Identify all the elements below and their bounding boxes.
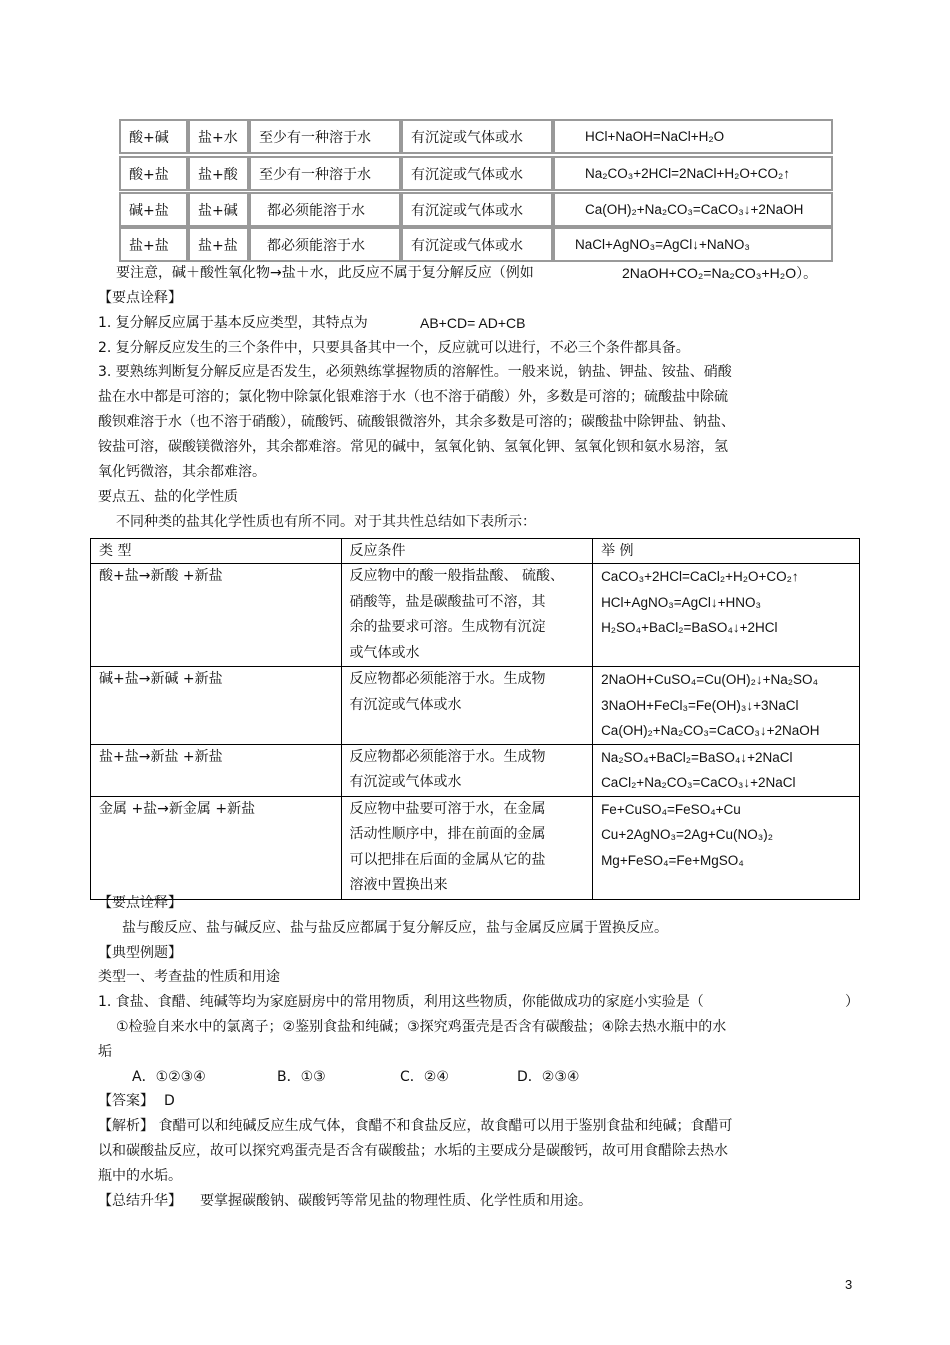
cell-example: Na₂CO₃+2HCl=2NaCl+H₂O+CO₂↑: [553, 156, 833, 191]
key-point-2: 2. 复分解反应发生的三个条件中，只要具备其中一个，反应就可以进行，不必三个条件都具备。: [98, 340, 690, 356]
example-equation: CaCO₃+2HCl=CaCl₂+H₂O+CO₂↑: [601, 569, 799, 584]
row-examples: [593, 564, 860, 667]
key-points-heading: 【要点诠释】: [98, 290, 182, 306]
analysis-line: 【解析】 食醋可以和纯碱反应生成气体，食醋不和食盐反应，故食醋可以用于鉴别食盐和纯碱；食醋可: [98, 1118, 733, 1134]
typical-examples-heading: 【典型例题】: [98, 945, 182, 961]
key-point-3-line: 盐在水中都是可溶的；氯化物中除氯化银难溶于水（也不溶于硝酸）外，多数是可溶的；硫酸盐中除硫: [98, 389, 728, 405]
row-type: 盐+盐→新盐 +新盐: [91, 744, 342, 796]
cell-product: 盐+水: [188, 119, 249, 154]
cell-product-cond: 有沉淀或气体或水: [401, 156, 553, 191]
row-conditions: [341, 744, 593, 796]
cell-product-cond: 有沉淀或气体或水: [401, 119, 553, 154]
row-examples: [593, 744, 860, 796]
cell-type: 酸+碱: [119, 119, 188, 154]
cell-type: 盐+盐: [119, 227, 188, 262]
row-conditions: [341, 564, 593, 667]
cell-product-cond: 有沉淀或气体或水: [401, 192, 553, 227]
table-row: [91, 744, 860, 796]
summary-text: 要掌握碳酸钠、碳酸钙等常见盐的物理性质、化学性质和用途。: [200, 1193, 592, 1209]
type-title: 类型一、考查盐的性质和用途: [98, 969, 280, 985]
analysis-line: 以和碳酸盐反应，故可以探究鸡蛋壳是否含有碳酸盐；水垢的主要成分是碳酸钙，故可用食醋除去热水: [98, 1143, 728, 1159]
question-line: 垢: [98, 1044, 112, 1060]
option-d: D．②③④: [517, 1069, 580, 1085]
key-point-3-line: 氧化钙微溶，其余都难溶。: [98, 464, 266, 480]
example-equation: 2NaOH+CuSO₄=Cu(OH)₂↓+Na₂SO₄: [601, 672, 819, 687]
header-type: 类 型: [91, 539, 342, 564]
cell-reactant-cond: 都必须能溶于水: [249, 192, 401, 227]
condition-line: 反应物都必须能溶于水。生成物: [349, 671, 546, 687]
row-type: 碱+盐→新碱 +新盐: [91, 667, 342, 745]
condition-line: 反应物都必须能溶于水。生成物: [349, 748, 546, 765]
table-row: [91, 564, 860, 667]
option-c: C．②④: [400, 1069, 449, 1085]
cell-example: HCl+NaOH=NaCl+H₂O: [553, 119, 833, 154]
example-equation: HCl+AgNO₃=AgCl↓+HNO₃: [601, 594, 761, 610]
section-title: 要点五、盐的化学性质: [98, 489, 238, 505]
header-examples: 举 例: [593, 539, 860, 564]
section-intro: 不同种类的盐其化学性质也有所不同。对于其共性总结如下表所示：: [116, 514, 536, 530]
example-equation: 3NaOH+FeCl₃=Fe(OH)₃↓+3NaCl: [601, 697, 799, 713]
question-paren: ）: [845, 994, 859, 1010]
cell-product-cond: 有沉淀或气体或水: [401, 227, 553, 262]
cell-type: 酸+盐: [119, 156, 188, 191]
cell-reactant-cond: 都必须能溶于水: [249, 227, 401, 262]
condition-line: 活动性顺序中，排在前面的金属: [349, 826, 546, 842]
condition-line: 反应物中盐要可溶于水，在金属: [349, 800, 546, 817]
summary-label: 【总结升华】: [98, 1193, 182, 1209]
cell-type: 碱+盐: [119, 192, 188, 227]
example-equation: Na₂SO₄+BaCl₂=BaSO₄↓+2NaCl: [601, 749, 793, 765]
salt-properties-table: [90, 538, 860, 900]
row-examples: [593, 667, 860, 745]
cell-reactant-cond: 至少有一种溶于水: [249, 119, 401, 154]
table-row: [91, 796, 860, 899]
key-point-1: 1. 复分解反应属于基本反应类型，其特点为: [98, 315, 368, 331]
key-points-text: 盐与酸反应、盐与碱反应、盐与盐反应都属于复分解反应，盐与金属反应属于置换反应。: [122, 920, 668, 936]
cell-example: Ca(OH)₂+Na₂CO₃=CaCO₃↓+2NaOH: [553, 192, 833, 227]
cell-product: 盐+碱: [188, 192, 249, 227]
condition-line: 硝酸等，盐是碳酸盐可不溶，其: [349, 593, 546, 610]
note-line: 要注意，碱＋酸性氧化物→盐＋水，此反应不属于复分解反应（例如: [116, 265, 534, 281]
cell-reactant-cond: 至少有一种溶于水: [249, 156, 401, 191]
cell-product: 盐+酸: [188, 156, 249, 191]
condition-line: 反应物中的酸一般指盐酸、 硫酸、: [349, 568, 564, 584]
answer-label: 【答案】: [98, 1093, 154, 1109]
row-examples: [593, 796, 860, 899]
example-equation: Cu+2AgNO₃=2Ag+Cu(NO₃)₂: [601, 827, 773, 842]
note-example: 2NaOH+CO₂=Na₂CO₃+H₂O）。: [622, 265, 818, 281]
row-conditions: [341, 667, 593, 745]
question-line: 1. 食盐、食醋、纯碱等均为家庭厨房中的常用物质，利用这些物质，你能做成功的家庭小实验是（: [98, 994, 704, 1010]
cell-product: 盐+盐: [188, 227, 249, 262]
example-equation: Ca(OH)₂+Na₂CO₃=CaCO₃↓+2NaOH: [601, 723, 820, 738]
option-a: A．①②③④: [132, 1069, 206, 1085]
page-number: 3: [845, 1277, 853, 1292]
condition-line: 溶液中置换出来: [349, 877, 448, 893]
option-b: B．①③: [277, 1069, 326, 1085]
row-conditions: [341, 796, 593, 899]
key-point-3-line: 酸钡难溶于水（也不溶于硝酸），硫酸钙、硫酸银微溶外，其余多数是可溶的；碳酸盐中除钾盐、钠盐、: [98, 414, 735, 430]
key-points-heading: 【要点诠释】: [98, 895, 182, 911]
question-line: ①检验自来水中的氯离子；②鉴别食盐和纯碱；③探究鸡蛋壳是否含有碳酸盐；④除去热水瓶中的水: [116, 1019, 727, 1035]
condition-line: 有沉淀或气体或水: [349, 774, 462, 790]
cell-example: NaCl+AgNO₃=AgCl↓+NaNO₃: [553, 227, 833, 262]
key-point-3-line: 3. 要熟练判断复分解反应是否发生，必须熟练掌握物质的溶解性。一般来说，钠盐、钾盐、铵盐、硝酸: [98, 364, 732, 380]
condition-line: 可以把排在后面的金属从它的盐: [349, 851, 546, 868]
example-equation: H₂SO₄+BaCl₂=BaSO₄↓+2HCl: [601, 620, 778, 635]
key-point-1-formula: AB+CD= AD+CB: [420, 315, 526, 331]
condition-line: 或气体或水: [349, 644, 420, 661]
analysis-line: 瓶中的水垢。: [98, 1168, 182, 1184]
example-equation: Mg+FeSO₄=Fe+MgSO₄: [601, 852, 744, 868]
example-equation: Fe+CuSO₄=FeSO₄+Cu: [601, 801, 741, 817]
header-conditions: 反应条件: [341, 539, 593, 564]
row-type: 金属 +盐→新金属 +新盐: [91, 796, 342, 899]
answer-value: D: [164, 1093, 175, 1109]
example-equation: CaCl₂+Na₂CO₃=CaCO₃↓+2NaCl: [601, 775, 796, 790]
condition-line: 余的盐要求可溶。生成物有沉淀: [349, 619, 546, 635]
key-point-3-line: 铵盐可溶，碳酸镁微溶外，其余都难溶。常见的碱中，氢氧化钠、氢氧化钾、氢氧化钡和氨水易溶，氢: [98, 439, 728, 455]
condition-line: 有沉淀或气体或水: [349, 696, 462, 713]
row-type: 酸+盐→新酸 +新盐: [91, 564, 342, 667]
table-row: [91, 667, 860, 745]
